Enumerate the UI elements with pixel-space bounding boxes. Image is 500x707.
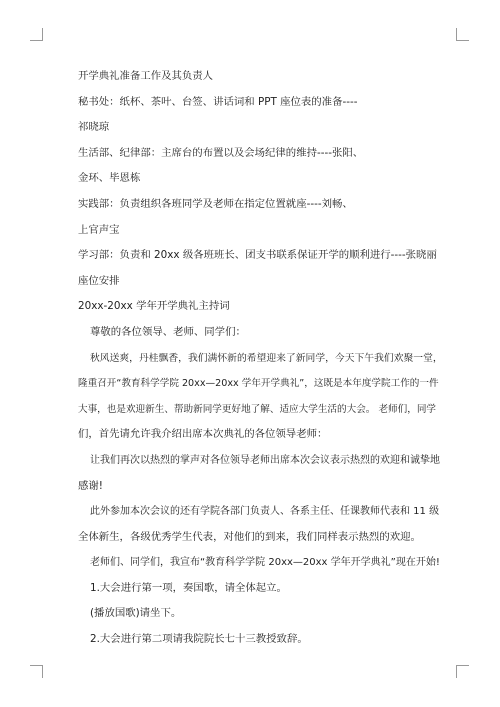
text-line: 隆重召开“教育科学学院 20xx—20xx 学年开学典礼”，这既是本年度学院工作的一件 — [78, 378, 439, 390]
crop-mark-bottom-left — [30, 665, 43, 678]
text-line: 金环、毕恩栋 — [78, 172, 141, 185]
text-line: 此外参加本次会议的还有学院各部门负责人、各系主任、任课教师代表和 11 级 — [90, 506, 440, 518]
text-line: 秘书处：纸杯、茶叶、台签、讲话词和 PPT 座位表的准备---- — [78, 95, 358, 108]
document-body — [78, 64, 443, 653]
text-line: 们，首先请允许我介绍出席本次典礼的各位领导老师： — [78, 428, 328, 441]
speech-title: 20xx-20xx 学年开学典礼主持词 — [78, 300, 230, 313]
text-line: 大事，也是欢迎新生、帮助新同学更好地了解、适应大学生活的大会。 老师们，同学 — [78, 403, 437, 415]
crop-mark-top-left — [30, 28, 43, 41]
text-line: 祁晓琼 — [78, 121, 110, 134]
crop-mark-bottom-right — [456, 665, 469, 678]
text-line: 生活部、纪律部：主席台的布置以及会场纪律的维持----张阳、 — [78, 146, 364, 159]
section-heading: 开学典礼准备工作及其负责人 — [78, 70, 214, 82]
crop-mark-top-right — [456, 28, 469, 41]
agenda-item: 2.大会进行第二项请我院院长七十三教授致辞。 — [90, 633, 308, 646]
text-line: 让我们再次以热烈的掌声对各位领导老师出席本次会议表示热烈的欢迎和诚挚地 — [90, 454, 440, 466]
text-line: 全体新生，各级优秀学生代表，对他们的到来，我们同样表示热烈的欢迎。 — [78, 530, 421, 543]
salutation: 尊敬的各位领导、老师、同学们： — [90, 325, 246, 338]
agenda-note: (播放国歌)请坐下。 — [90, 607, 182, 620]
text-line: 感谢! — [78, 479, 103, 492]
text-line: 实践部：负责组织各班同学及老师在指定位置就座----刘畅、 — [78, 197, 353, 210]
text-line: 老师们、同学们，我宣布“教育科学学院 20xx—20xx 学年开学典礼”现在开始! — [90, 557, 440, 569]
text-line: 学习部：负责和 20xx 级各班班长、团支书联系保证开学的顺利进行----张晓丽 — [78, 249, 437, 262]
agenda-item: 1.大会进行第一项，奏国歌，请全体起立。 — [90, 581, 287, 594]
text-line: 上官声宝 — [78, 223, 120, 236]
text-line: 座位安排 — [78, 274, 120, 287]
text-line: 秋风送爽，丹桂飘香，我们满怀新的希望迎来了新同学，今天下午我们欢聚一堂， — [90, 352, 443, 364]
